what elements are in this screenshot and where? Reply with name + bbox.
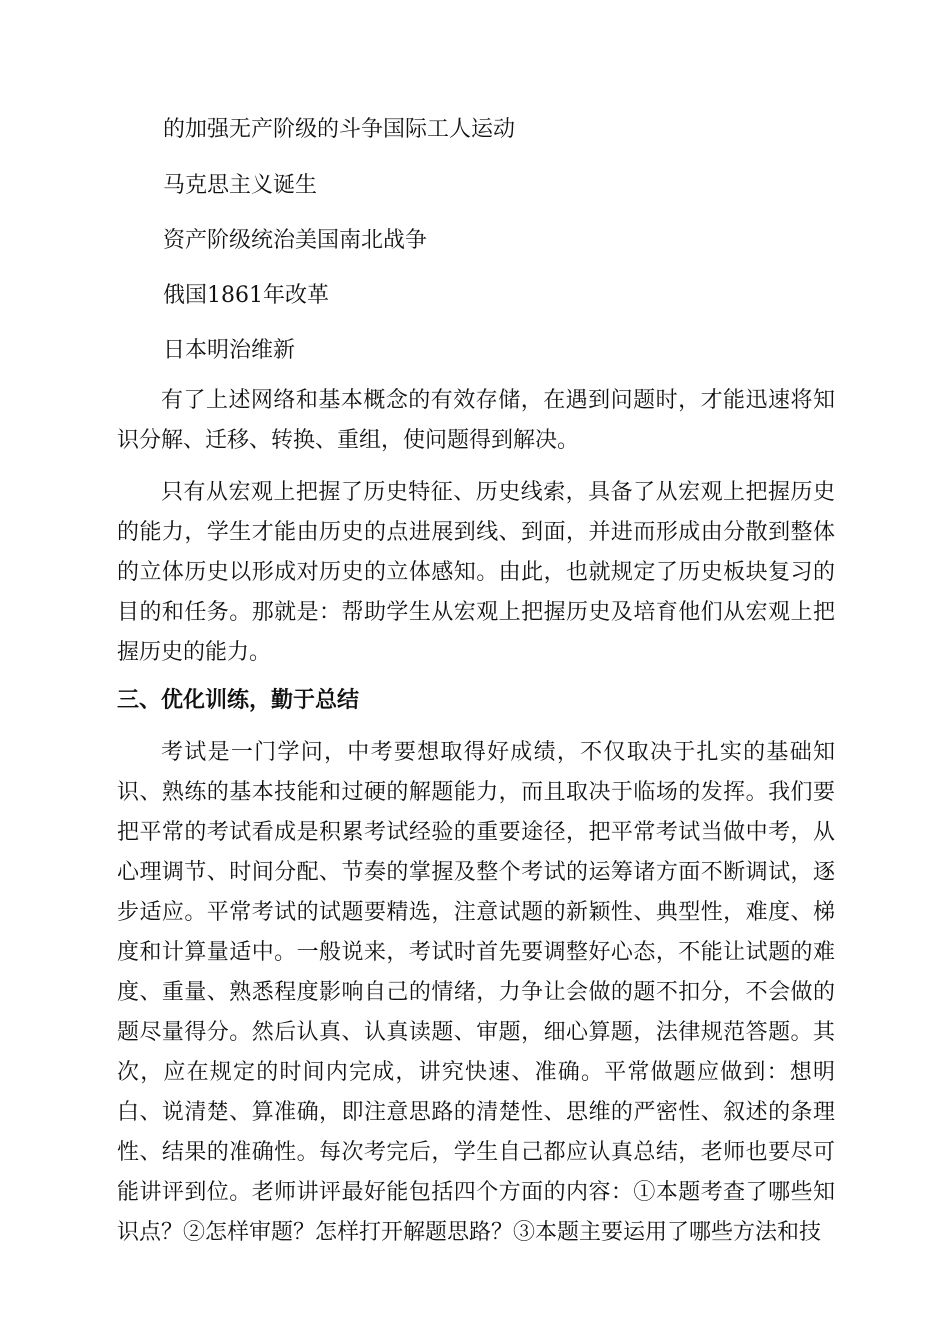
list-line: 日本明治维新 bbox=[163, 338, 296, 363]
paragraph: 只有从宏观上把握了历史特征、历史线索，具备了从宏观上把握历史的能力，学生才能由历史的点进展到线、到面，并进而形成由分散到整体的立体历史以形成对历史的立体感知。由此，也就规定了历史板块复习的目的和任务。那就是：帮助学生从宏观上把握历史及培育他们从宏观上把握历史的能力。 bbox=[117, 480, 835, 665]
list-line: 的加强无产阶级的斗争国际工人运动 bbox=[163, 117, 516, 142]
section-body: 考试是一门学问，中考要想取得好成绩，不仅取决于扎实的基础知识、熟练的基本技能和过硬的解题能力，而且取决于临场的发挥。我们要把平常的考试看成是积累考试经验的重要途径，把平常考试当做中考，从心理调节、时间分配、节奏的掌握及整个考试的运筹诸方面不断调试，逐步适应。平常考试的试题要精选，注意试题的新颖性、典型性，难度、梯度和计算量适中。一般说来，考试时首先要调整好心态，不能让试题的难度、重量、熟悉程度影响自己的情绪，力争让会做的题不扣分，不会做的题尽量得分。然后认真、认真读题、审题，细心算题，法律规范答题。其次，应在规定的时间内完成，讲究快速、准确。平常做题应做到：想明白、说清楚、算准确，即注意思路的清楚性、思维的严密性、叙述的条理性、结果的准确性。每次考完后，学生自己都应认真总结，老师也要尽可能讲评到位。老师讲评最好能包括四个方面的内容：①本题考查了哪些知识点？②怎样审题？怎样打开解题思路？③本题主要运用了哪些方法和技 bbox=[117, 740, 835, 1245]
section-heading: 三、优化训练，勤于总结 bbox=[117, 688, 360, 713]
paragraph: 有了上述网络和基本概念的有效存储，在遇到问题时，才能迅速将知识分解、迁移、转换、重组，使问题得到解决。 bbox=[117, 388, 835, 453]
list-line: 马克思主义诞生 bbox=[163, 173, 318, 198]
list-line: 俄国1861年改革 bbox=[163, 283, 329, 308]
list-line: 资产阶级统治美国南北战争 bbox=[163, 228, 428, 253]
